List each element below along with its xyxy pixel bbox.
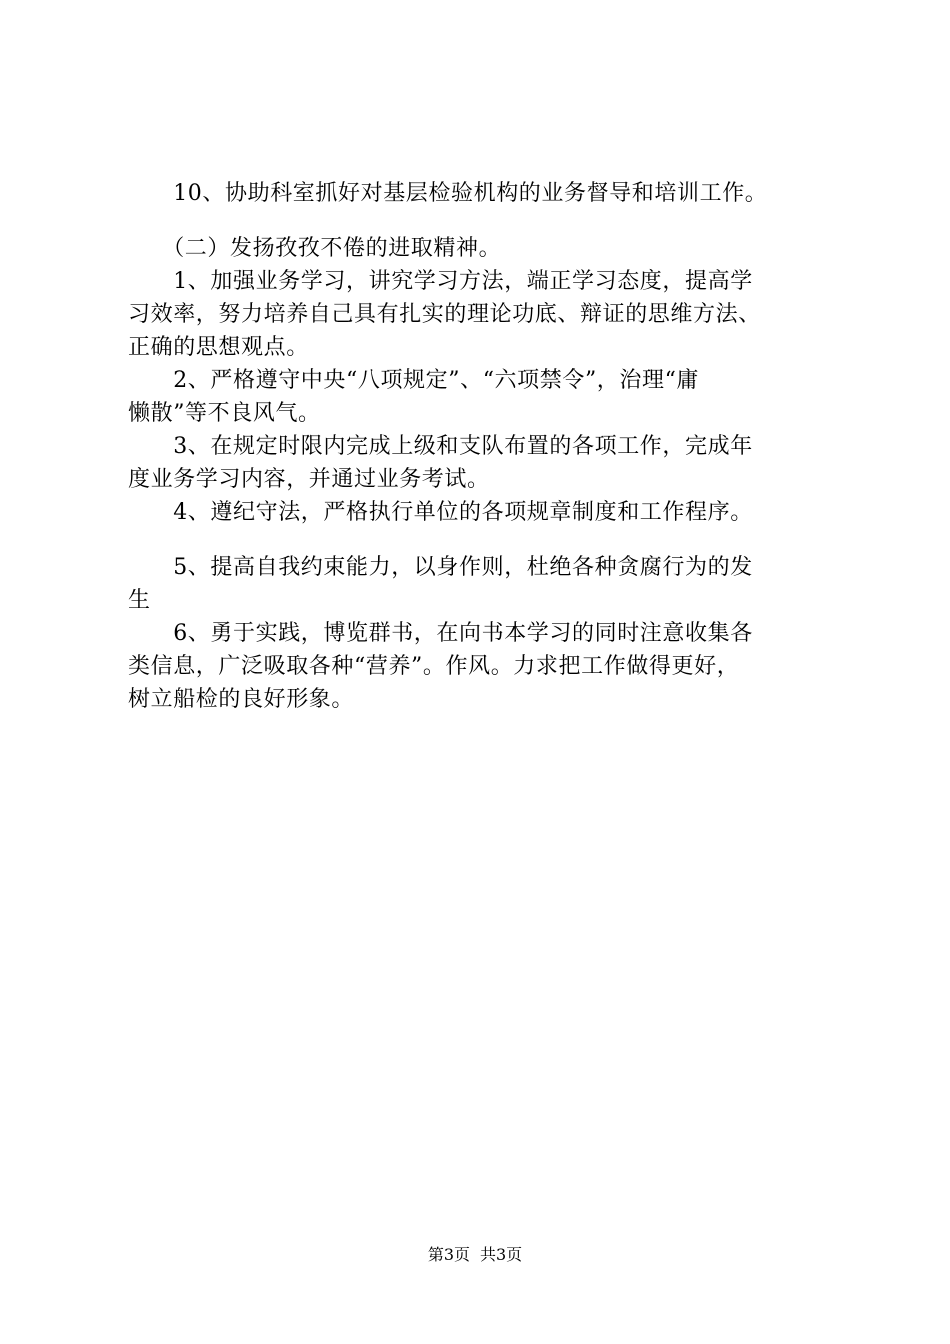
section-heading: （二）发扬孜孜不倦的进取精神。 — [128, 236, 502, 261]
paragraph-line: 生 — [128, 588, 151, 613]
paragraph-line: 2、严格遵守中央“八项规定”、“六项禁令”，治理“庸 — [128, 368, 700, 393]
paragraph-line: 5、提高自我约束能力，以身作则，杜绝各种贪腐行为的发 — [128, 555, 753, 580]
paragraph-line: 习效率，努力培养自己具有扎实的理论功底、辩证的思维方法、 — [128, 302, 761, 327]
paragraph-line: 1、加强业务学习，讲究学习方法，端正学习态度，提高学 — [128, 269, 753, 294]
page-number: 第3页 — [427, 1245, 470, 1264]
paragraph-line: 正确的思想观点。 — [128, 335, 309, 360]
paragraph-line: 10、协助科室抓好对基层检验机构的业务督导和培训工作。 — [128, 181, 768, 206]
paragraph-line: 4、遵纪守法，严格执行单位的各项规章制度和工作程序。 — [128, 500, 753, 525]
paragraph-line: 度业务学习内容，并通过业务考试。 — [128, 467, 490, 492]
paragraph-line: 树立船检的良好形象。 — [128, 687, 355, 712]
page-footer — [0, 1245, 950, 1265]
page-total: 共3页 — [480, 1245, 523, 1264]
paragraph-line: 类信息，广泛吸取各种“营养”。作风。力求把工作做得更好， — [128, 654, 740, 679]
paragraph-line: 6、勇于实践，博览群书，在向书本学习的同时注意收集各 — [128, 621, 753, 646]
paragraph-line: 3、在规定时限内完成上级和支队布置的各项工作，完成年 — [128, 434, 753, 459]
paragraph-line: 懒散”等不良风气。 — [128, 401, 321, 426]
